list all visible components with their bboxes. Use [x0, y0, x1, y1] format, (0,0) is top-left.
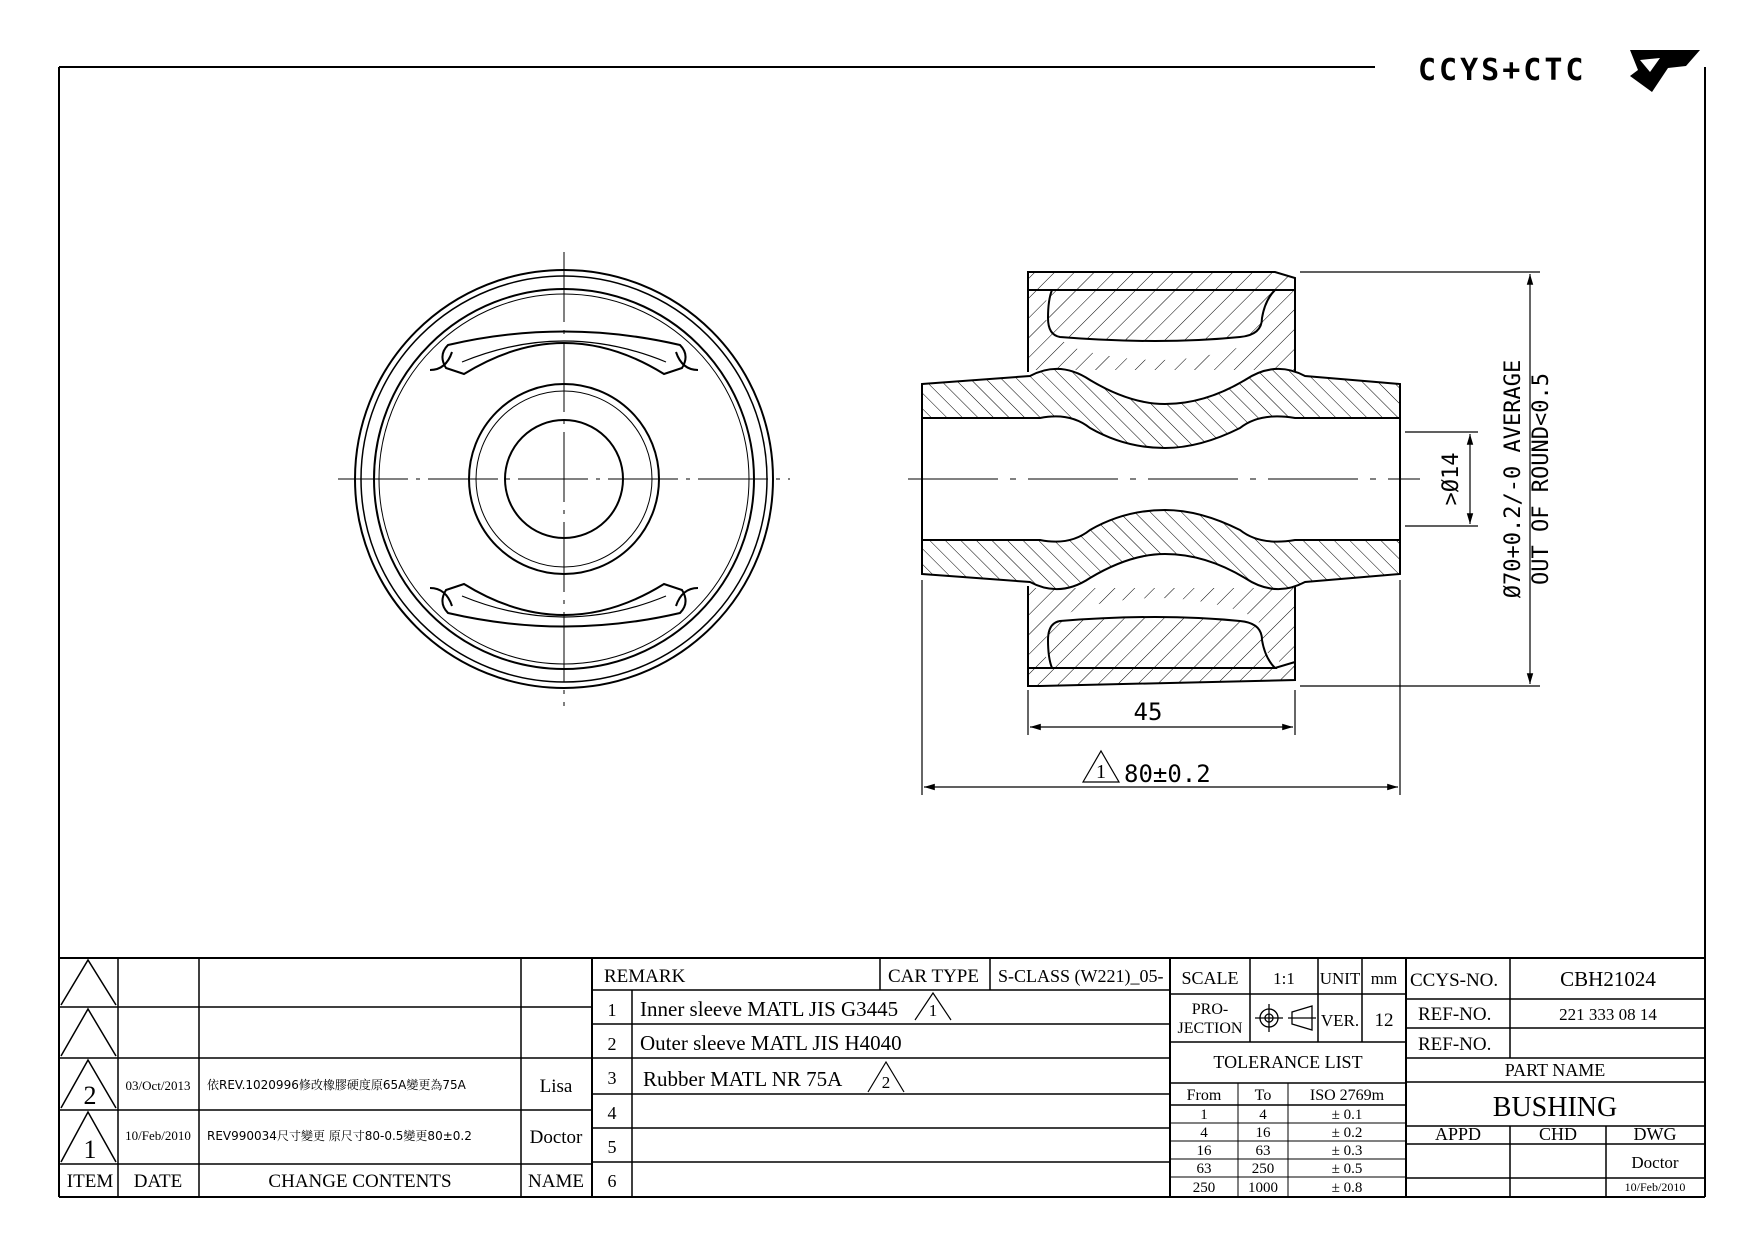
scale-value: 1:1: [1273, 969, 1295, 988]
tol-val-4: ± 0.5: [1331, 1161, 1363, 1177]
ccys-value: CBH21024: [1560, 967, 1656, 991]
rev-name-3: Lisa: [539, 1076, 573, 1097]
tol-from-4: 63: [1196, 1161, 1212, 1177]
dim-bore-text: >Ø14: [1439, 452, 1464, 506]
rev-name-4: Doctor: [529, 1127, 583, 1148]
revision-triangles: [61, 960, 116, 1162]
tol-to-2: 16: [1255, 1125, 1271, 1141]
rev-item-4: 1: [83, 1135, 97, 1164]
tol-to-5: 1000: [1248, 1180, 1278, 1196]
dwg-label: DWG: [1633, 1124, 1677, 1144]
dim-od-text: Ø70+0.2/-0 AVERAGE: [1501, 359, 1526, 599]
ver-label: VER.: [1320, 1011, 1360, 1030]
tol-to-3: 63: [1255, 1143, 1271, 1159]
remark-no-1: 1: [607, 1000, 617, 1020]
tol-from-3: 16: [1196, 1143, 1212, 1159]
brand-text: CCYS+CTC: [1418, 53, 1587, 88]
remark-text-2: Outer sleeve MATL JIS H4040: [640, 1031, 902, 1055]
front-view: [338, 252, 790, 706]
remark-no-6: 6: [607, 1171, 617, 1191]
scale-label: SCALE: [1181, 968, 1239, 988]
outer-sleeve-top: [1028, 272, 1295, 290]
tol-val-5: ± 0.8: [1331, 1180, 1363, 1196]
tolerance-title: TOLERANCE LIST: [1213, 1052, 1363, 1072]
projection-label-1: PRO-: [1191, 1001, 1229, 1018]
remark-no-5: 5: [607, 1137, 617, 1157]
rev-contents-4: REV990034尺寸變更 原尺寸80-0.5變更80±0.2: [207, 1129, 472, 1143]
rev-contents-3: 依REV.1020996修改橡膠硬度原65A變更為75A: [207, 1078, 466, 1092]
brand-emblem-icon: [1630, 50, 1700, 92]
dim-45-text: 45: [1133, 698, 1163, 726]
inner-sleeve-bottom: [922, 510, 1400, 589]
part-name-label: PART NAME: [1504, 1060, 1606, 1080]
remark-mark-3: 2: [881, 1073, 891, 1092]
tol-header-from: From: [1186, 1087, 1222, 1104]
remark-text-3: Rubber MATL NR 75A: [643, 1067, 843, 1091]
ref2-label: REF-NO.: [1418, 1034, 1492, 1055]
section-view: [908, 272, 1420, 686]
rev-header-item: ITEM: [66, 1171, 114, 1192]
ccys-label: CCYS-NO.: [1410, 970, 1499, 991]
ref1-value: 221 333 08 14: [1559, 1005, 1657, 1024]
car-type-value: S-CLASS (W221)_05-: [998, 966, 1164, 986]
chd-label: CHD: [1538, 1124, 1578, 1144]
unit-value: mm: [1370, 969, 1398, 988]
unit-label: UNIT: [1319, 969, 1361, 988]
dwg-date: 10/Feb/2010: [1624, 1180, 1686, 1194]
dim-80-text: 80±0.2: [1124, 760, 1211, 788]
meta-table: [1178, 968, 1398, 1196]
remark-header: REMARK: [604, 966, 686, 987]
ver-value: 12: [1374, 1010, 1394, 1031]
tol-from-1: 1: [1200, 1107, 1208, 1123]
remark-text-1: Inner sleeve MATL JIS G3445: [640, 997, 899, 1021]
tol-header-to: To: [1254, 1087, 1272, 1104]
part-name-value: BUSHING: [1492, 1092, 1618, 1123]
tol-val-3: ± 0.3: [1331, 1143, 1363, 1159]
tol-from-2: 4: [1200, 1125, 1208, 1141]
inner-sleeve-top: [922, 369, 1400, 448]
rev-header-contents: CHANGE CONTENTS: [268, 1171, 452, 1192]
appd-label: APPD: [1434, 1124, 1482, 1144]
remark-no-2: 2: [607, 1034, 617, 1054]
rev-header-date: DATE: [133, 1171, 183, 1192]
remark-no-3: 3: [607, 1068, 617, 1088]
rubber-bottom: [1048, 617, 1275, 668]
rev-triangle-1-number: 1: [1096, 761, 1106, 783]
brand-logo: [1418, 50, 1700, 92]
car-type-label: CAR TYPE: [888, 966, 979, 987]
revision-table: [67, 1076, 584, 1192]
remarks-table: [604, 966, 1164, 1191]
tol-val-2: ± 0.2: [1331, 1125, 1363, 1141]
part-table: [1410, 967, 1685, 1194]
tol-to-1: 4: [1259, 1107, 1267, 1123]
dwg-name: Doctor: [1631, 1153, 1679, 1172]
tol-header-std: ISO 2769m: [1309, 1087, 1385, 1104]
projection-symbol-icon: [1255, 1004, 1316, 1032]
rev-date-4: 10/Feb/2010: [125, 1128, 191, 1143]
tol-to-4: 250: [1251, 1161, 1275, 1177]
projection-label-2: JECTION: [1177, 1020, 1243, 1037]
rubber-top: [1048, 290, 1275, 341]
rev-item-3: 2: [83, 1081, 97, 1110]
ref1-label: REF-NO.: [1418, 1004, 1492, 1025]
tol-from-5: 250: [1192, 1180, 1216, 1196]
dim-roundness-text: OUT OF ROUND<0.5: [1529, 373, 1554, 585]
tol-val-1: ± 0.1: [1331, 1107, 1363, 1123]
rev-header-name: NAME: [528, 1171, 584, 1192]
remark-mark-1: 1: [928, 1001, 938, 1020]
remark-no-4: 4: [607, 1103, 617, 1123]
rev-date-3: 03/Oct/2013: [125, 1078, 191, 1093]
